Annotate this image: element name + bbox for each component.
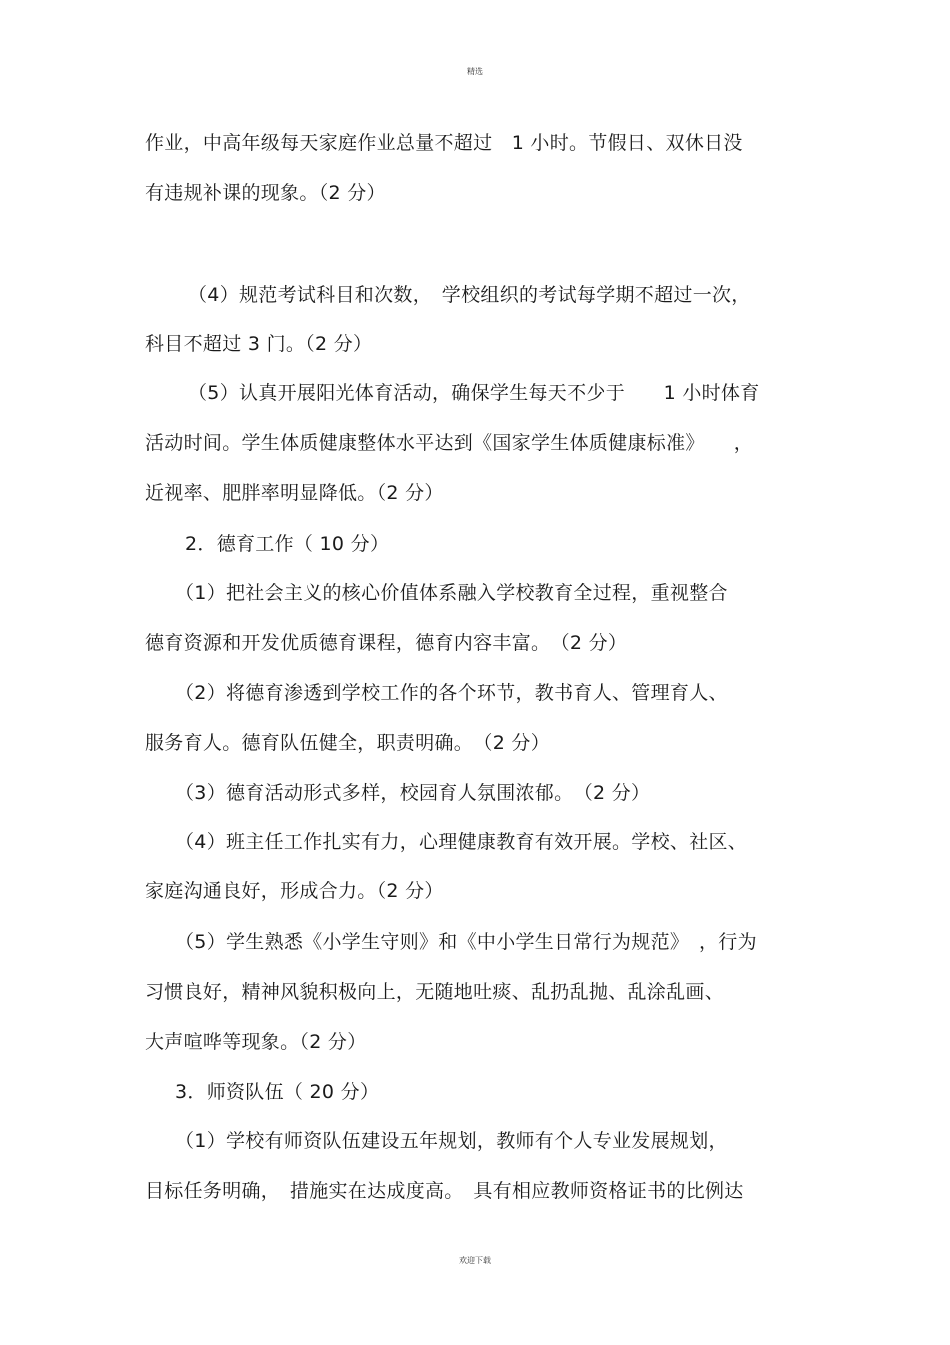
text-line: （4）规范考试科目和次数， 学校组织的考试每学期不超过一次， [188,284,751,306]
text-line: （1）学校有师资队伍建设五年规划，教师有个人专业发展规划， [175,1130,728,1152]
text-line: 近视率、肥胖率明显降低。（2 分） [145,482,444,504]
text-line: （5）认真开展阳光体育活动，确保学生每天不少于 1 小时体育 [188,382,760,404]
text-line: （4）班主任工作扎实有力，心理健康教育有效开展。学校、社区、 [175,831,748,853]
text-line: 服务育人。德育队伍健全，职责明确。 （2 分） [145,732,551,754]
section-heading: 2．德育工作（ 10 分） [185,533,390,555]
text-line: 习惯良好，精神风貌积极向上，无随地吐痰、乱扔乱抛、乱涂乱画、 [145,981,725,1003]
page-header: 精选 [467,67,483,76]
section-heading: 3．师资队伍（ 20 分） [175,1081,380,1103]
text-line: 有违规补课的现象。（2 分） [145,182,386,204]
text-line: （3）德育活动形式多样，校园育人氛围浓郁。 （2 分） [175,782,651,804]
text-line: 作业，中高年级每天家庭作业总量不超过 1 小时。节假日、双休日没 [145,132,743,154]
text-line: 目标任务明确， 措施实在达成度高。 具有相应教师资格证书的比例达 [145,1180,744,1202]
text-line: （2）将德育渗透到学校工作的各个环节，教书育人、管理育人、 [175,682,728,704]
text-line: （5）学生熟悉《小学生守则》和《中小学生日常行为规范》 ，行为 [175,931,757,953]
text-line: （1）把社会主义的核心价值体系融入学校教育全过程，重视整合 [175,582,728,604]
text-line: 德育资源和开发优质德育课程，德育内容丰富。 （2 分） [145,632,628,654]
text-line: 大声喧哗等现象。（2 分） [145,1031,367,1053]
text-line: 科目不超过 3 门。（2 分） [145,333,373,355]
text-line: 活动时间。学生体质健康整体水平达到《国家学生体质健康标准》 ， [145,432,754,454]
text-line: 家庭沟通良好，形成合力。（2 分） [145,880,444,902]
page-footer: 欢迎下载 [459,1256,491,1265]
